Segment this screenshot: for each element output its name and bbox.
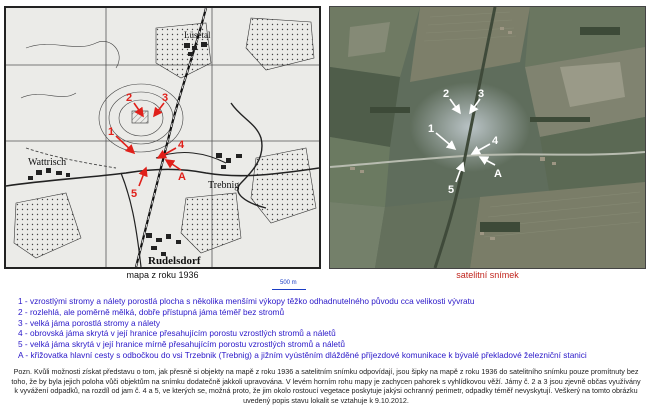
satellite-panel <box>329 6 646 269</box>
map-label-wattrisch: Wattrisch <box>28 157 67 168</box>
map-marker-3: 3 <box>162 92 169 104</box>
sat-marker-1: 1 <box>428 123 435 135</box>
map-label-luzetal: Lüsetal <box>184 30 211 40</box>
legend-item-A: A - křižovatka hlavní cesty s odbočkou do vsi Trzebnik (Trebnig) a jižním vyústěním dlážděné příjezdové komunikace k bývalé překladové železniční stanici <box>18 349 587 360</box>
sat-marker-3: 3 <box>478 88 485 100</box>
legend-item-2: 2 - rozlehlá, ale poměrně mělká, dobře přístupná jáma téměř bez stromů <box>18 306 285 317</box>
sat-marker-4: 4 <box>492 135 499 147</box>
map-marker-5: 5 <box>131 188 138 200</box>
legend-item-3: 3 - velká jáma porostlá stromy a nálety <box>18 317 161 328</box>
satellite-caption: satelitní snímek <box>456 270 519 280</box>
map-label-rudelsdorf: Rudelsdorf <box>148 255 201 267</box>
map-marker-1: 1 <box>108 126 115 138</box>
map-caption: mapa z roku 1936 <box>126 270 199 280</box>
sat-marker-A: A <box>494 168 502 180</box>
legend-item-5: 5 - velká jáma skrytá v její hranice mírně přesahujícím porostu vzrostlých stromů a náletů <box>18 339 345 350</box>
map-label-trebnig: Trebnig <box>208 180 240 191</box>
scale-bar <box>272 289 306 290</box>
footnote: Pozn. Kvůli možnosti získat představu o tom, jak přesně si objekty na mapě z roku 1936 a satelitním snímku odpovídají, jsou šipky na mapě z roku 1936 do satelitního snímku pouze promítnuty bez toho, že by byla jejich poloha vůči objektům na snímku dodatečně jakkoli upravována. V levém horním rohu mapy je zachycen pahorek s vyhlídkovou věží. Jámy č. 2 a 3 jsou zjevně občas využívány k vyvážení odpadků, na rozdíl od jam č. 4 a 5, ve kterých se, možná proto, že jim okolo rostoucí vegetace poskytuje jakýsi ochranný perimetr, odpadky téměř nevyskytují. Veškerý na tomto obrázku uvedený popis stavu lokalit se vztahuje k 9.10.2012. <box>11 367 641 406</box>
map-marker-2: 2 <box>126 92 133 104</box>
legend-item-4: 4 - obrovská jáma skrytá v její hranice přesahujícím porostu vzrostlých stromů a náletů <box>18 328 336 339</box>
sat-marker-5: 5 <box>448 184 455 196</box>
scale-label: 500 m <box>280 280 297 286</box>
legend-item-1: 1 - vzrostlými stromy a nálety porostlá plocha s několika menšími výkopy těžko odhadnutelného původu cca velikosti vývratu <box>18 296 475 306</box>
map-marker-A: A <box>178 171 186 183</box>
legend <box>18 296 643 361</box>
map-marker-4: 4 <box>178 139 185 151</box>
map-1936-panel <box>4 6 321 269</box>
map-1936-image <box>6 8 319 267</box>
sat-marker-2: 2 <box>443 88 450 100</box>
satellite-image <box>330 7 645 268</box>
